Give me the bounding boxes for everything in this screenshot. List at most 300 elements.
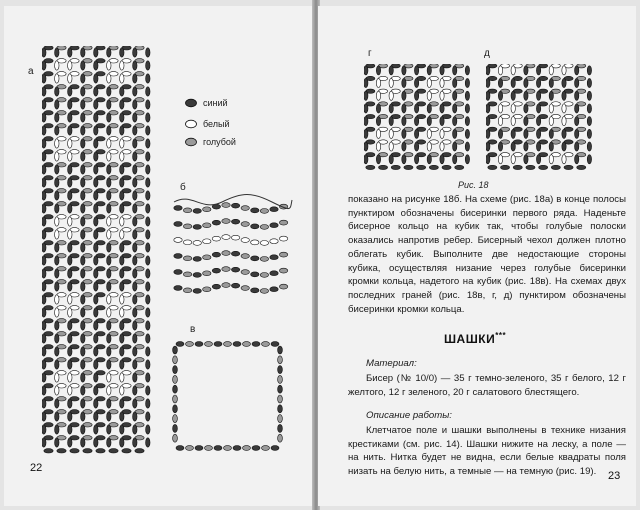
bead-vertical	[55, 360, 59, 369]
bead-vertical	[120, 74, 124, 83]
bead-vertical	[440, 142, 444, 151]
bead-vertical	[55, 61, 59, 70]
bead-vertical	[133, 217, 137, 226]
bead-vertical	[68, 139, 72, 148]
bead-vertical	[94, 61, 98, 70]
bead-vertical	[524, 78, 528, 87]
bead-vertical	[146, 438, 150, 447]
bead-vertical	[440, 91, 444, 100]
bead-vertical	[440, 117, 444, 126]
bead-vertical	[402, 129, 406, 138]
bead-vertical	[486, 129, 490, 138]
figure-label-v: в	[190, 324, 196, 335]
bead-edge-right	[278, 385, 283, 393]
bead-ring	[231, 283, 239, 288]
bead-ring	[222, 251, 230, 256]
bead-vertical	[414, 142, 418, 151]
figure-a-strip-diagram	[42, 46, 154, 466]
bead-vertical	[587, 91, 591, 100]
bead-ring	[241, 286, 249, 291]
bead-vertical	[94, 139, 98, 148]
bead-ring	[270, 255, 278, 260]
bead-vertical	[120, 113, 124, 122]
bead-vertical	[107, 386, 111, 395]
bead-vertical	[133, 425, 137, 434]
bead-vertical	[536, 117, 540, 126]
bead-vertical	[465, 78, 469, 87]
bead-vertical	[107, 243, 111, 252]
bead-vertical	[120, 139, 124, 148]
bead-ring	[231, 219, 239, 224]
bead-ring	[231, 267, 239, 272]
bead-vertical	[55, 308, 59, 317]
bead-vertical	[376, 142, 380, 151]
bead-ring	[193, 289, 201, 294]
legend-label-lightblue: голубой	[203, 137, 236, 147]
bead-vertical	[427, 142, 431, 151]
bead-edge-right	[278, 424, 283, 432]
bead-vertical	[81, 399, 85, 408]
legend-swatch-blue	[184, 98, 198, 108]
bead-vertical	[146, 48, 150, 57]
bead-vertical	[94, 295, 98, 304]
bead-ring	[212, 252, 220, 257]
bead-vertical	[94, 360, 98, 369]
bead-vertical	[107, 204, 111, 213]
bead-vertical	[81, 126, 85, 135]
bead-horizontal	[513, 165, 522, 169]
bead-vertical	[402, 104, 406, 113]
bead-vertical	[68, 321, 72, 330]
bead-edge-left	[173, 434, 178, 442]
bead-vertical	[427, 155, 431, 164]
bead-vertical	[465, 91, 469, 100]
bead-horizontal	[44, 449, 53, 453]
bead-ring	[183, 240, 191, 245]
bead-vertical	[146, 217, 150, 226]
bead-vertical	[42, 100, 46, 109]
bead-vertical	[81, 360, 85, 369]
bead-vertical	[55, 412, 59, 421]
bead-vertical	[107, 74, 111, 83]
bead-vertical	[440, 78, 444, 87]
figure-b-ring-diagram	[172, 194, 294, 306]
bead-vertical	[94, 386, 98, 395]
bead-vertical	[120, 126, 124, 135]
bead-vertical	[55, 399, 59, 408]
bead-vertical	[68, 100, 72, 109]
bead-vertical	[486, 117, 490, 126]
bead-vertical	[94, 48, 98, 57]
bead-edge-top	[186, 342, 194, 347]
bead-vertical	[146, 386, 150, 395]
bead-vertical	[68, 347, 72, 356]
bead-vertical	[55, 152, 59, 161]
bead-vertical	[94, 217, 98, 226]
bead-vertical	[364, 91, 368, 100]
bead-vertical	[94, 269, 98, 278]
bead-vertical	[486, 142, 490, 151]
page-number-right: 23	[608, 470, 621, 482]
bead-ring	[212, 236, 220, 241]
bead-vertical	[81, 256, 85, 265]
bead-vertical	[146, 152, 150, 161]
bead-vertical	[68, 412, 72, 421]
bead-vertical	[536, 129, 540, 138]
bead-horizontal	[488, 165, 497, 169]
bead-vertical	[107, 256, 111, 265]
bead-vertical	[107, 399, 111, 408]
bead-vertical	[146, 178, 150, 187]
bead-vertical	[536, 78, 540, 87]
bead-vertical	[536, 155, 540, 164]
bead-vertical	[94, 438, 98, 447]
bead-vertical	[120, 334, 124, 343]
bead-vertical	[120, 295, 124, 304]
description-heading: Описание работы:	[366, 410, 452, 421]
bead-vertical	[42, 178, 46, 187]
bead-vertical	[68, 386, 72, 395]
bead-horizontal	[429, 165, 438, 169]
bead-vertical	[146, 61, 150, 70]
bead-vertical	[376, 78, 380, 87]
bead-vertical	[575, 129, 579, 138]
bead-vertical	[549, 104, 553, 113]
bead-vertical	[42, 204, 46, 213]
bead-vertical	[55, 139, 59, 148]
bead-vertical	[42, 256, 46, 265]
bead-vertical	[440, 104, 444, 113]
materials-heading: Материал:	[366, 358, 417, 369]
bead-vertical	[562, 91, 566, 100]
bead-vertical	[120, 48, 124, 57]
bead-vertical	[511, 117, 515, 126]
bead-vertical	[107, 230, 111, 239]
bead-ring	[270, 239, 278, 244]
bead-vertical	[42, 282, 46, 291]
bead-vertical	[55, 282, 59, 291]
bead-vertical	[68, 165, 72, 174]
bead-vertical	[55, 217, 59, 226]
bead-vertical	[465, 129, 469, 138]
bead-vertical	[414, 66, 418, 75]
bead-vertical	[133, 152, 137, 161]
bead-vertical	[498, 104, 502, 113]
bead-horizontal	[122, 449, 131, 453]
bead-vertical	[107, 360, 111, 369]
bead-vertical	[536, 142, 540, 151]
bead-vertical	[587, 104, 591, 113]
bead-horizontal	[366, 165, 375, 169]
bead-vertical	[42, 74, 46, 83]
bead-vertical	[120, 61, 124, 70]
bead-vertical	[42, 165, 46, 174]
bead-edge-bottom	[271, 446, 279, 451]
bead-vertical	[146, 100, 150, 109]
bead-vertical	[107, 178, 111, 187]
bead-ring	[241, 270, 249, 275]
bead-vertical	[562, 129, 566, 138]
bead-ring	[183, 208, 191, 213]
bead-ring	[231, 203, 239, 208]
section-title-text: ШАШКИ	[444, 332, 496, 346]
bead-vertical	[55, 334, 59, 343]
bead-horizontal	[96, 449, 105, 453]
bead-edge-top	[195, 342, 203, 347]
bead-ring	[222, 203, 230, 208]
bead-vertical	[376, 91, 380, 100]
bead-vertical	[465, 155, 469, 164]
bead-ring	[174, 270, 182, 275]
bead-vertical	[133, 321, 137, 330]
bead-vertical	[68, 425, 72, 434]
bead-vertical	[402, 66, 406, 75]
bead-vertical	[389, 78, 393, 87]
bead-edge-bottom	[195, 446, 203, 451]
bead-vertical	[107, 438, 111, 447]
bead-edge-left	[173, 424, 178, 432]
bead-vertical	[120, 269, 124, 278]
bead-vertical	[42, 399, 46, 408]
bead-edge-right	[278, 375, 283, 383]
paragraph-intro-text: показано на рисунке 18б. На схеме (рис. 18а) в конце полосы пунктиром обозначены бисеринки первого ряда. Наденьте бисерное кольцо на кубик так, чтобы голубые полоски оказались напротив ребер. Бисерный чехол должен плотно облегать кубик. Выполните две недостающие стороны кубика, осуществляя низание через голубые бисеринки кромки кольца, надетого на кубик (рис. 18в). На схемах двух последних граней (рис. 18в, г, д) пунктиром обозначены бисеринки кромки кольца.	[348, 194, 626, 315]
bead-horizontal	[551, 165, 560, 169]
bead-vertical	[68, 269, 72, 278]
bead-ring	[193, 241, 201, 246]
bead-edge-bottom	[214, 446, 222, 451]
bead-vertical	[511, 78, 515, 87]
bead-vertical	[120, 256, 124, 265]
bead-vertical	[146, 373, 150, 382]
bead-ring	[241, 222, 249, 227]
bead-vertical	[453, 155, 457, 164]
bead-vertical	[587, 117, 591, 126]
bead-vertical	[55, 230, 59, 239]
bead-vertical	[42, 230, 46, 239]
bead-ring	[203, 287, 211, 292]
bead-ring	[260, 241, 268, 246]
bead-vertical	[81, 308, 85, 317]
bead-vertical	[146, 412, 150, 421]
bead-vertical	[453, 117, 457, 126]
bead-vertical	[498, 91, 502, 100]
bead-edge-left	[173, 385, 178, 393]
bead-vertical	[146, 139, 150, 148]
bead-ring	[251, 272, 259, 277]
bead-vertical	[107, 191, 111, 200]
bead-vertical	[389, 117, 393, 126]
bead-horizontal	[539, 165, 548, 169]
bead-vertical	[81, 48, 85, 57]
bead-vertical	[427, 104, 431, 113]
bead-horizontal	[391, 165, 400, 169]
bead-horizontal	[442, 165, 451, 169]
bead-vertical	[68, 126, 72, 135]
bead-vertical	[94, 412, 98, 421]
bead-horizontal	[577, 165, 586, 169]
bead-vertical	[42, 87, 46, 96]
bead-vertical	[364, 117, 368, 126]
bead-vertical	[55, 347, 59, 356]
bead-vertical	[55, 204, 59, 213]
bead-vertical	[55, 321, 59, 330]
paragraph-intro	[348, 193, 626, 316]
bead-ring	[260, 273, 268, 278]
bead-vertical	[364, 78, 368, 87]
bead-vertical	[575, 117, 579, 126]
bead-vertical	[94, 334, 98, 343]
bead-ring	[222, 283, 230, 288]
bead-vertical	[389, 129, 393, 138]
bead-vertical	[549, 155, 553, 164]
bead-vertical	[133, 126, 137, 135]
bead-vertical	[120, 152, 124, 161]
bead-vertical	[465, 117, 469, 126]
bead-vertical	[107, 282, 111, 291]
bead-vertical	[68, 74, 72, 83]
bead-vertical	[94, 204, 98, 213]
bead-vertical	[42, 152, 46, 161]
bead-ring	[222, 235, 230, 240]
bead-vertical	[133, 48, 137, 57]
bead-ring	[279, 268, 287, 273]
bead-vertical	[81, 61, 85, 70]
bead-vertical	[133, 100, 137, 109]
bead-vertical	[427, 91, 431, 100]
bead-ring	[260, 209, 268, 214]
bead-ring	[193, 257, 201, 262]
legend-label-blue: синий	[203, 98, 228, 108]
bead-vertical	[107, 48, 111, 57]
bead-ring	[260, 289, 268, 294]
bead-edge-right	[278, 434, 283, 442]
bead-vertical	[42, 425, 46, 434]
bead-vertical	[68, 61, 72, 70]
bead-horizontal	[500, 165, 509, 169]
bead-vertical	[133, 243, 137, 252]
bead-vertical	[55, 295, 59, 304]
bead-edge-left	[173, 405, 178, 413]
bead-vertical	[427, 117, 431, 126]
bead-vertical	[133, 386, 137, 395]
bead-ring	[183, 272, 191, 277]
bead-edge-right	[278, 356, 283, 364]
bead-ring	[279, 284, 287, 289]
bead-vertical	[94, 191, 98, 200]
bead-vertical	[107, 334, 111, 343]
bead-vertical	[562, 78, 566, 87]
bead-vertical	[133, 74, 137, 83]
bead-vertical	[498, 78, 502, 87]
bead-vertical	[133, 256, 137, 265]
bead-vertical	[107, 139, 111, 148]
page-number-left: 22	[30, 462, 43, 474]
bead-vertical	[453, 78, 457, 87]
bead-vertical	[146, 308, 150, 317]
bead-vertical	[107, 165, 111, 174]
bead-horizontal	[135, 449, 144, 453]
bead-vertical	[402, 91, 406, 100]
bead-ring	[222, 267, 230, 272]
bead-vertical	[133, 139, 137, 148]
bead-vertical	[389, 155, 393, 164]
bead-vertical	[68, 152, 72, 161]
bead-edge-bottom	[205, 446, 213, 451]
bead-vertical	[486, 78, 490, 87]
bead-vertical	[364, 129, 368, 138]
bead-vertical	[146, 126, 150, 135]
bead-vertical	[120, 204, 124, 213]
bead-edge-left	[173, 415, 178, 423]
bead-vertical	[133, 334, 137, 343]
bead-vertical	[94, 243, 98, 252]
bead-vertical	[42, 191, 46, 200]
bead-vertical	[55, 113, 59, 122]
bead-vertical	[68, 48, 72, 57]
bead-vertical	[42, 438, 46, 447]
figure-label-g: г	[368, 48, 372, 59]
bead-vertical	[414, 78, 418, 87]
bead-vertical	[133, 438, 137, 447]
bead-edge-right	[278, 415, 283, 423]
bead-vertical	[81, 74, 85, 83]
bead-vertical	[549, 78, 553, 87]
bead-vertical	[120, 243, 124, 252]
bead-vertical	[107, 321, 111, 330]
bead-vertical	[511, 66, 515, 75]
bead-edge-bottom	[186, 446, 194, 451]
bead-vertical	[587, 78, 591, 87]
description-block	[348, 424, 626, 479]
bead-edge-top	[205, 342, 213, 347]
bead-vertical	[42, 347, 46, 356]
bead-vertical	[440, 129, 444, 138]
bead-vertical	[81, 295, 85, 304]
bead-edge-top	[252, 342, 260, 347]
bead-vertical	[107, 100, 111, 109]
bead-vertical	[440, 66, 444, 75]
bead-horizontal	[526, 165, 535, 169]
figure-caption: Рис. 18	[458, 180, 489, 190]
bead-vertical	[453, 104, 457, 113]
bead-ring	[231, 251, 239, 256]
bead-vertical	[146, 282, 150, 291]
bead-vertical	[364, 66, 368, 75]
bead-vertical	[120, 191, 124, 200]
bead-vertical	[536, 91, 540, 100]
bead-ring	[251, 208, 259, 213]
bead-vertical	[146, 87, 150, 96]
bead-vertical	[133, 191, 137, 200]
bead-ring	[203, 223, 211, 228]
bead-vertical	[120, 399, 124, 408]
bead-vertical	[364, 155, 368, 164]
bead-vertical	[575, 78, 579, 87]
bead-vertical	[55, 178, 59, 187]
bead-vertical	[42, 113, 46, 122]
bead-vertical	[81, 438, 85, 447]
bead-edge-left	[173, 356, 178, 364]
bead-vertical	[81, 191, 85, 200]
bead-vertical	[146, 204, 150, 213]
bead-vertical	[498, 142, 502, 151]
bead-horizontal	[57, 449, 66, 453]
bead-vertical	[107, 308, 111, 317]
bead-vertical	[120, 165, 124, 174]
bead-vertical	[120, 100, 124, 109]
bead-vertical	[575, 104, 579, 113]
bead-vertical	[524, 155, 528, 164]
